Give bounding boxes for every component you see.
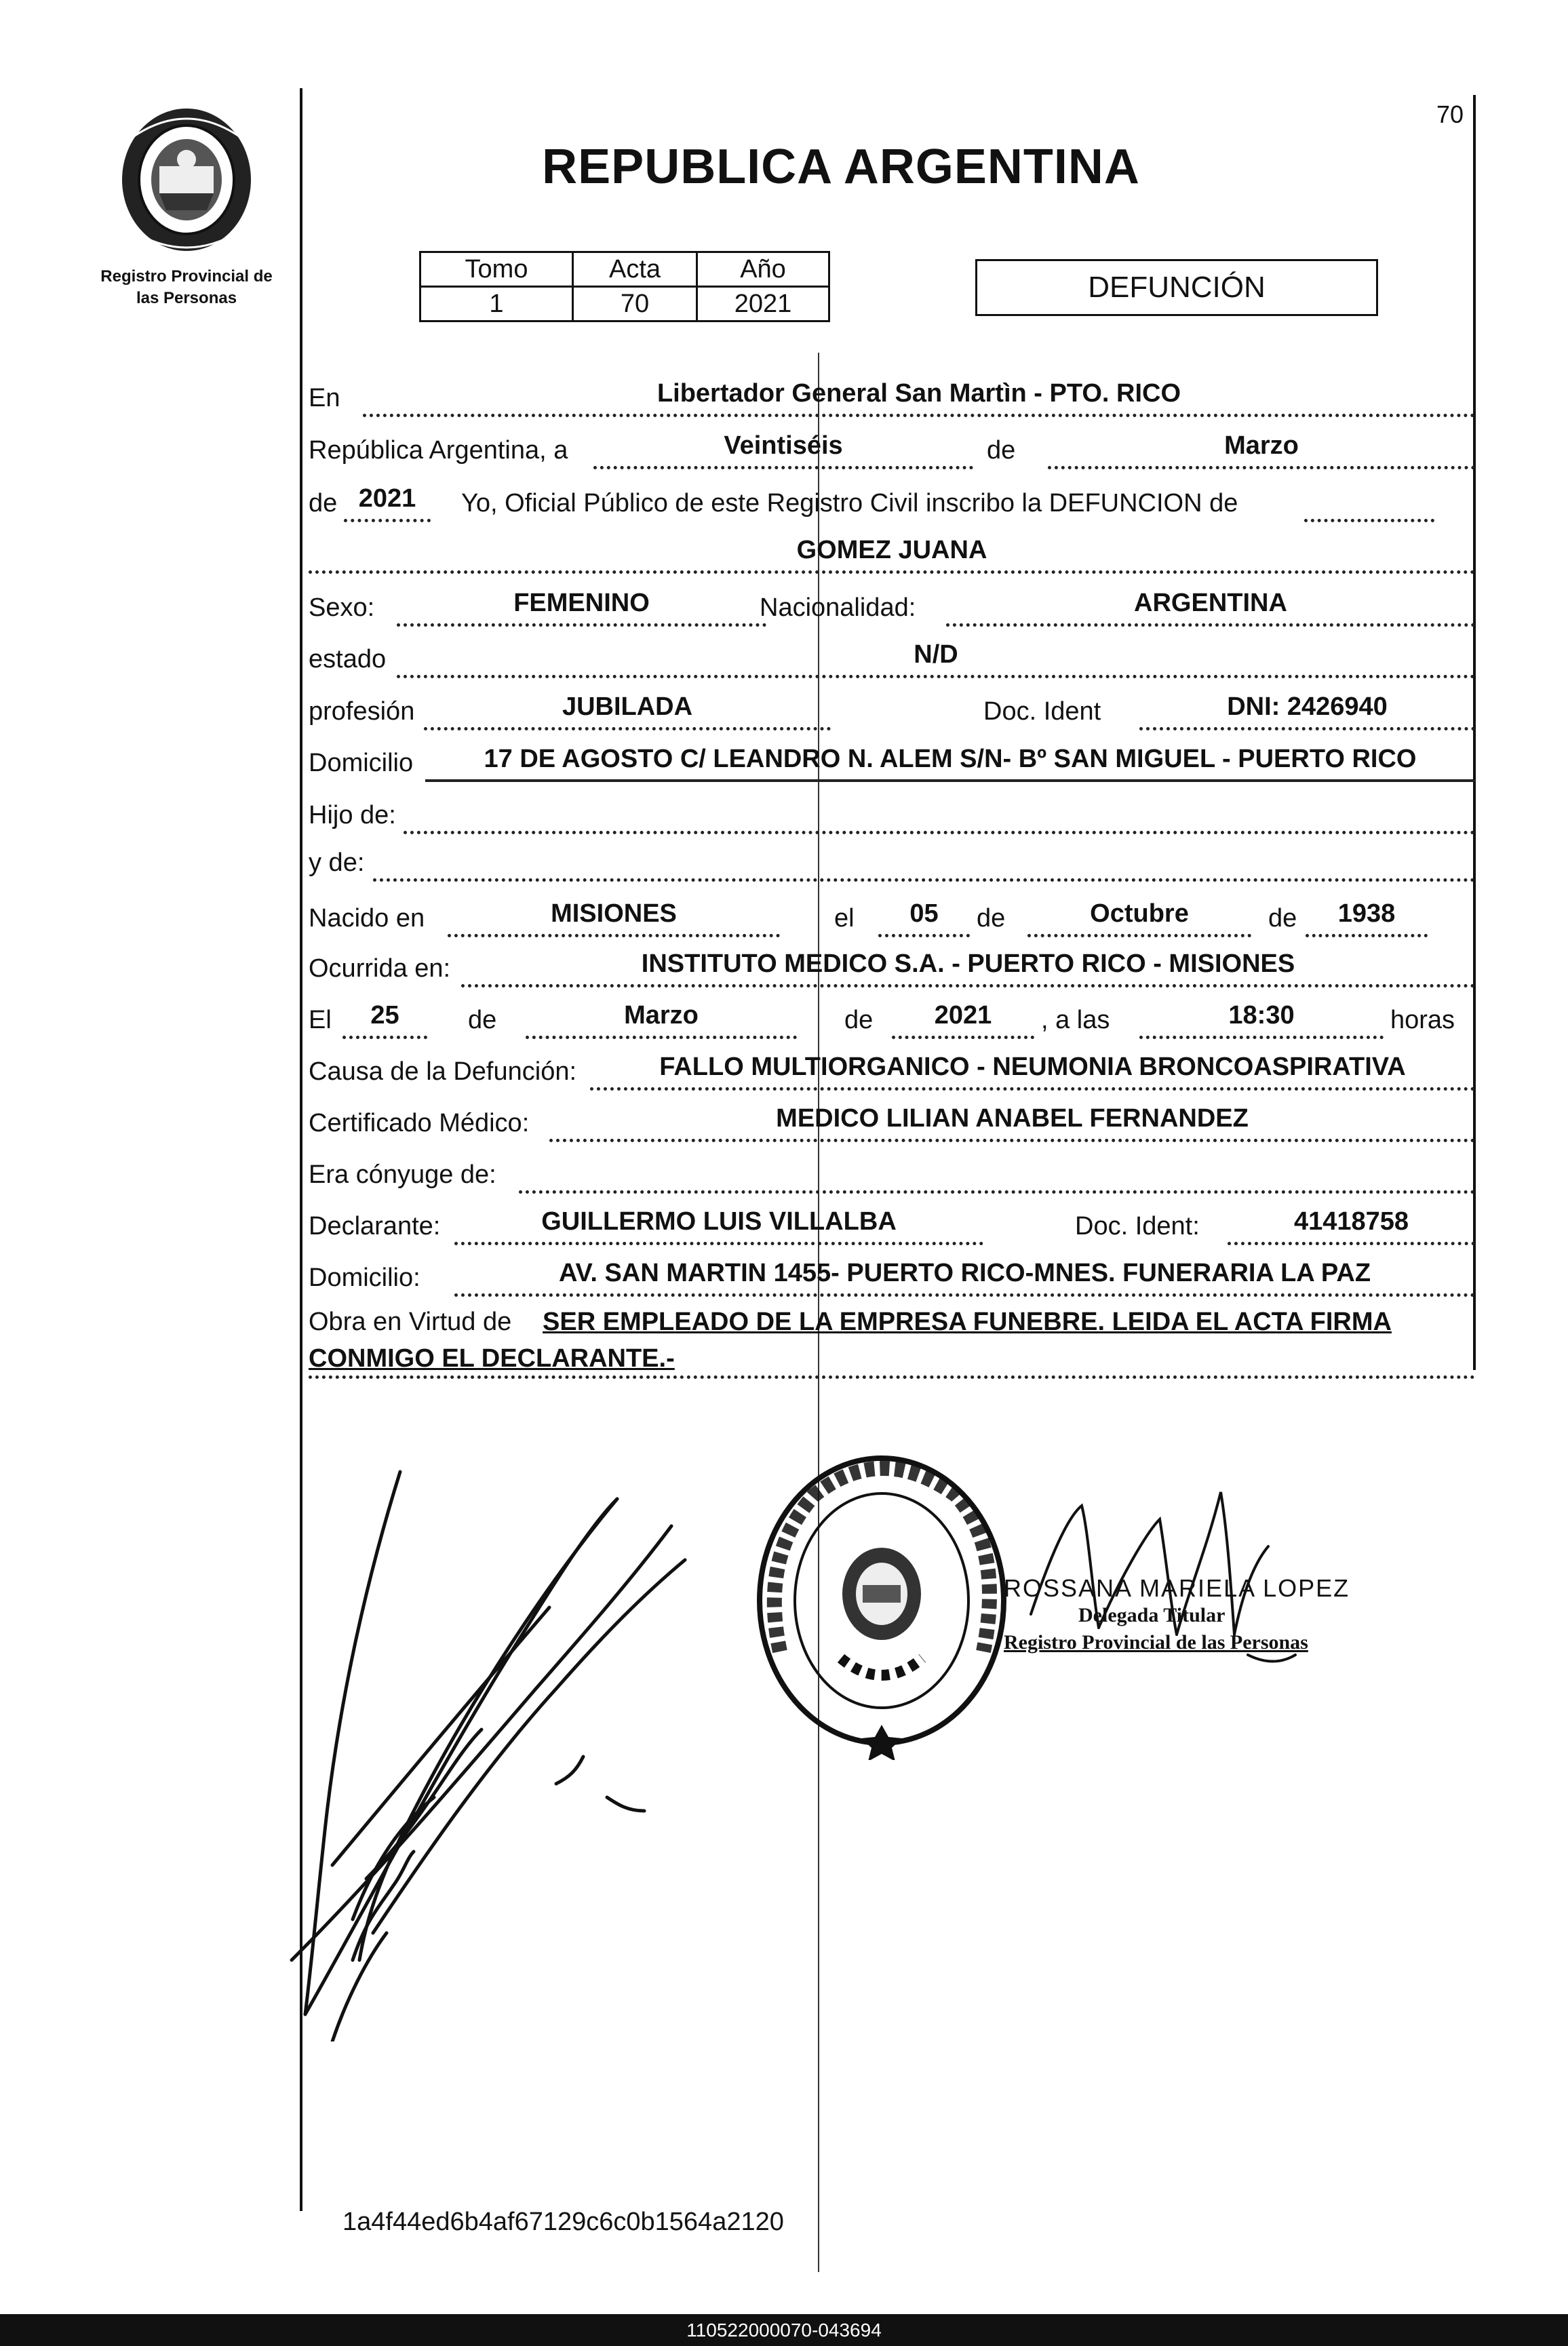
declarant-doc-field: 41418758 [1228, 1201, 1475, 1245]
row-year: de 2021 Yo, Oficial Público de este Registro Civil inscribo la DEFUNCION de [309, 482, 1475, 522]
marital-status-field: N/D [397, 634, 1475, 678]
year-field: 2021 [344, 478, 431, 522]
row-marital-status: estado N/D [309, 638, 1475, 678]
country-title: REPUBLICA ARGENTINA [542, 140, 1140, 194]
ref-value-acta: 70 [573, 287, 697, 321]
cause-field: FALLO MULTIORGANICO - NEUMONIA BRONCOASPIRATIVA [590, 1047, 1475, 1091]
doc-ident-field: DNI: 2426940 [1139, 686, 1475, 730]
reference-table [419, 251, 830, 322]
year-line-blank [1304, 478, 1434, 522]
document-hash: 1a4f44ed6b4af67129c6c0b1564a2120 [342, 2208, 784, 2236]
declarant-field: GUILLERMO LUIS VILLALBA [454, 1201, 983, 1245]
ref-value-ano: 2021 [697, 287, 829, 321]
death-day-field: 25 [342, 995, 427, 1039]
row-born: Nacido en MISIONES el 05 de Octubre de 1938 [309, 897, 1475, 937]
row-declarant: Declarante: GUILLERMO LUIS VILLALBA Doc. Ident: 41418758 [309, 1205, 1475, 1245]
issuer-name: Registro Provincial de las Personas [100, 267, 273, 307]
row-death-date: El 25 de Marzo de 2021 , a las 18:30 horas [309, 998, 1475, 1039]
born-day-field: 05 [878, 893, 970, 937]
row-child-of: Hijo de: [309, 794, 1475, 834]
date-day-field: Veintiséis [593, 425, 973, 469]
address-field: 17 DE AGOSTO C/ LEANDRO N. ALEM S/N- Bº SAN MIGUEL - PUERTO RICO [425, 739, 1475, 782]
spouse-field [519, 1150, 1475, 1194]
ref-header-acta: Acta [573, 252, 697, 287]
death-year-field: 2021 [892, 995, 1034, 1039]
ref-header-ano: Año [697, 252, 829, 287]
row-basis: Obra en Virtud de SER EMPLEADO DE LA EMPRESA FUNEBRE. LEIDA EL ACTA FIRMA CONMIGO EL DECLARANTE.- [309, 1308, 1392, 1373]
declarant-address-field: AV. SAN MARTIN 1455- PUERTO RICO-MNES. FUNERARIA LA PAZ [454, 1253, 1475, 1297]
nationality-field: ARGENTINA [946, 583, 1475, 627]
and-of-field [373, 838, 1475, 882]
deceased-name-field: GOMEZ JUANA [309, 530, 1475, 574]
row-spouse: Era cónyuge de: [309, 1153, 1475, 1194]
row-sex-nationality: Sexo: FEMENINO Nacionalidad: ARGENTINA [309, 586, 1475, 627]
officer-title: Delegada Titular [1078, 1604, 1226, 1626]
row-declarant-address: Domicilio: AV. SAN MARTIN 1455- PUERTO RICO-MNES. FUNERARIA LA PAZ [309, 1256, 1475, 1297]
row-deceased-name [309, 533, 1475, 574]
row-certificate: Certificado Médico: MEDICO LILIAN ANABEL FERNANDEZ [309, 1101, 1475, 1142]
occurred-field: INSTITUTO MEDICO S.A. - PUERTO RICO - MISIONES [461, 943, 1475, 988]
row-cause: Causa de la Defunción: FALLO MULTIORGANICO - NEUMONIA BRONCOASPIRATIVA [309, 1050, 1475, 1091]
death-month-field: Marzo [526, 995, 797, 1039]
born-year-field: 1938 [1306, 893, 1428, 937]
born-month-field: Octubre [1027, 893, 1251, 937]
certificate-field: MEDICO LILIAN ANABEL FERNANDEZ [549, 1098, 1475, 1142]
officer-block [1004, 1575, 1350, 1656]
row-place: En Libertador General San Martìn - PTO. RICO [309, 376, 1475, 417]
officer-name: ROSSANA MARIELA LOPEZ [1004, 1574, 1350, 1602]
ref-header-tomo: Tomo [420, 252, 573, 287]
form-end-line [309, 1375, 1475, 1379]
page-number: 70 [1436, 100, 1464, 128]
declarant-signature-icon [264, 1445, 705, 2041]
row-date: República Argentina, a Veintiséis de Marzo [309, 429, 1475, 469]
place-field: Libertador General San Martìn - PTO. RICO [363, 373, 1475, 417]
registry-stamp-icon [753, 1448, 1011, 1760]
child-of-field [404, 790, 1475, 834]
record-type: DEFUNCIÓN [975, 259, 1378, 316]
footer-id-bar: 110522000070-043694 [0, 2314, 1568, 2346]
ref-value-tomo: 1 [420, 287, 573, 321]
date-month-field: Marzo [1048, 425, 1475, 469]
row-profession: profesión JUBILADA Doc. Ident DNI: 2426940 [309, 690, 1475, 730]
profession-field: JUBILADA [424, 686, 831, 730]
death-time-field: 18:30 [1139, 995, 1384, 1039]
sex-field: FEMENINO [397, 583, 766, 627]
row-address: Domicilio 17 DE AGOSTO C/ LEANDRO N. ALEM S/N- Bº SAN MIGUEL - PUERTO RICO [309, 741, 1475, 782]
row-and-of: y de: [309, 841, 1475, 882]
row-occurred: Ocurrida en: INSTITUTO MEDICO S.A. - PUERTO RICO - MISIONES [309, 947, 1475, 988]
provincial-seal-icon [112, 102, 261, 258]
officer-office: Registro Provincial de las Personas [1004, 1631, 1308, 1654]
born-place-field: MISIONES [448, 893, 780, 937]
